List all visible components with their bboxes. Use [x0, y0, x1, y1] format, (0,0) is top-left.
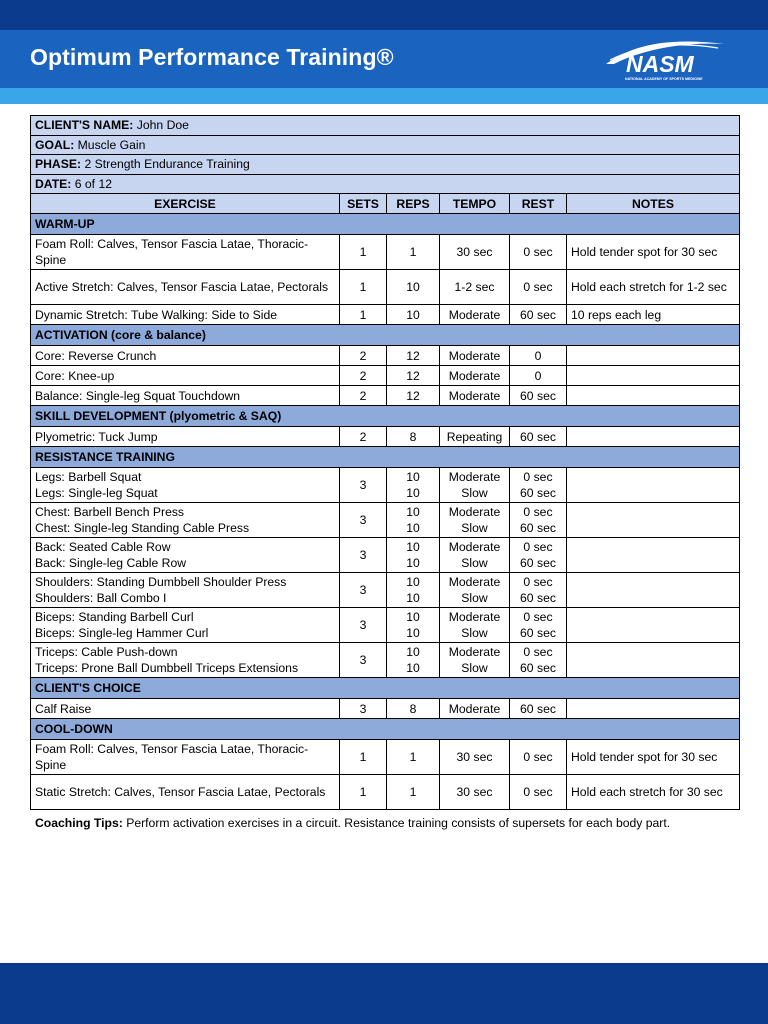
- date-value: 6 of 12: [74, 177, 113, 192]
- phase-value: 2 Strength Endurance Training: [84, 157, 250, 172]
- coaching-tips-text: Perform activation exercises in a circuit. Resistance training consists of supersets for each body part.: [126, 816, 671, 830]
- superset-row: Biceps: Standing Barbell Curl Biceps: Single-leg Hammer Curl 3 10 10 Moderate Slow 0 sec 60 sec: [31, 608, 740, 643]
- client-name: John Doe: [136, 118, 189, 133]
- table-row: Dynamic Stretch: Tube Walking: Side to Side 1 10 Moderate 60 sec 10 reps each leg: [31, 305, 740, 325]
- table-row: Core: Knee-up 2 12 Moderate 0: [31, 366, 740, 386]
- goal-row: GOAL: Muscle Gain: [31, 135, 740, 155]
- header-accent-strip: [0, 88, 768, 104]
- goal-value: Muscle Gain: [77, 137, 146, 152]
- col-sets: SETS: [340, 194, 387, 214]
- section-clients-choice: CLIENT'S CHOICE: [31, 678, 740, 699]
- page-title: Optimum Performance Training®: [30, 44, 394, 70]
- superset-row: Legs: Barbell Squat Legs: Single-leg Squat 3 10 10 Moderate Slow 0 sec 60 sec: [31, 468, 740, 503]
- table-row: Foam Roll: Calves, Tensor Fascia Latae, Thoracic-Spine 1 1 30 sec 0 sec Hold tender spot for 30 sec: [31, 740, 740, 775]
- col-reps: REPS: [387, 194, 440, 214]
- coaching-tips: [35, 816, 670, 830]
- svg-text:NASM: NASM: [626, 51, 694, 77]
- superset-row: Shoulders: Standing Dumbbell Shoulder Press Shoulders: Ball Combo I 3 10 10 Moderate Slow 0 sec 60 sec: [31, 573, 740, 608]
- col-notes: NOTES: [567, 194, 740, 214]
- table-row: Foam Roll: Calves, Tensor Fascia Latae, Thoracic-Spine 1 1 30 sec 0 sec Hold tender spot for 30 sec: [31, 235, 740, 270]
- training-plan-table: [30, 115, 740, 810]
- section-cool-down: COOL-DOWN: [31, 719, 740, 740]
- superset-row: Chest: Barbell Bench Press Chest: Single-leg Standing Cable Press 3 10 10 Moderate Slow 0 sec 60 sec: [31, 503, 740, 538]
- table-row: Plyometric: Tuck Jump 2 8 Repeating 60 sec: [31, 427, 740, 447]
- top-band: [0, 0, 768, 30]
- client-name-row: CLIENT'S NAME: John Doe: [31, 116, 740, 136]
- table-row: Static Stretch: Calves, Tensor Fascia Latae, Pectorals 1 1 30 sec 0 sec Hold each stretch for 30 sec: [31, 775, 740, 810]
- section-resistance-training: RESISTANCE TRAINING: [31, 447, 740, 468]
- nasm-logo: [596, 34, 738, 84]
- section-activation: ACTIVATION (core & balance): [31, 325, 740, 346]
- svg-text:NATIONAL ACADEMY OF SPORTS MED: NATIONAL ACADEMY OF SPORTS MEDICINE: [625, 77, 703, 81]
- section-warmup: WARM-UP: [31, 214, 740, 235]
- header-bar: [0, 30, 768, 88]
- superset-row: Triceps: Cable Push-down Triceps: Prone Ball Dumbbell Triceps Extensions 3 10 10 Moderate Slow 0 sec 60 sec: [31, 643, 740, 678]
- table-row: Balance: Single-leg Squat Touchdown 2 12 Moderate 60 sec: [31, 386, 740, 406]
- table-row: Core: Reverse Crunch 2 12 Moderate 0: [31, 346, 740, 366]
- table-row: Active Stretch: Calves, Tensor Fascia Latae, Pectorals 1 10 1-2 sec 0 sec Hold each stretch for 1-2 sec: [31, 270, 740, 305]
- phase-row: PHASE: 2 Strength Endurance Training: [31, 155, 740, 175]
- date-row: DATE: 6 of 12: [31, 174, 740, 194]
- section-skill-development: SKILL DEVELOPMENT (plyometric & SAQ): [31, 406, 740, 427]
- superset-row: Back: Seated Cable Row Back: Single-leg Cable Row 3 10 10 Moderate Slow 0 sec 60 sec: [31, 538, 740, 573]
- col-rest: REST: [510, 194, 567, 214]
- footer-band: [0, 963, 768, 1024]
- column-header-row: [31, 194, 740, 214]
- table-row: Calf Raise 3 8 Moderate 60 sec: [31, 699, 740, 719]
- coaching-tips-label: Coaching Tips:: [35, 816, 123, 830]
- col-exercise: EXERCISE: [31, 194, 340, 214]
- col-tempo: TEMPO: [440, 194, 510, 214]
